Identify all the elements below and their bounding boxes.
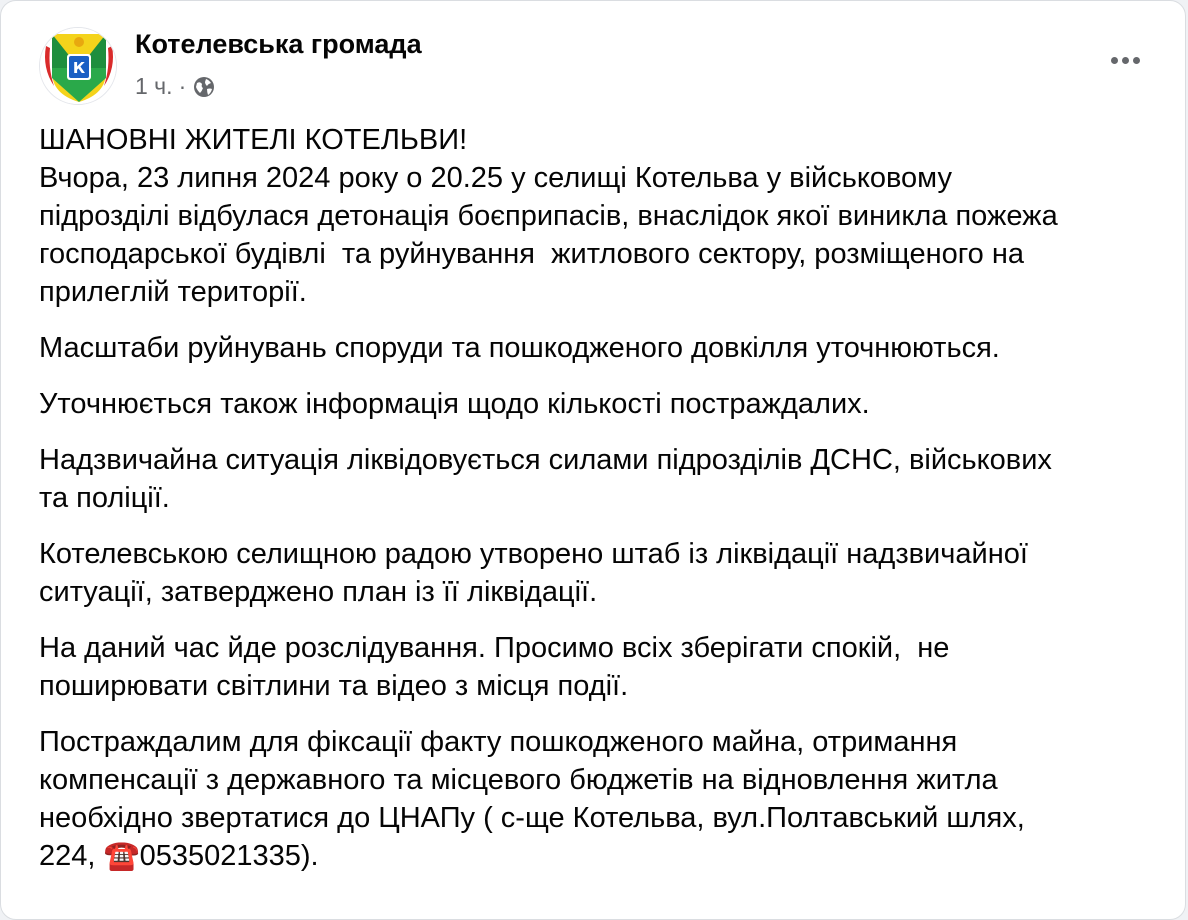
- post-timestamp[interactable]: 1 ч.: [135, 73, 173, 99]
- page-name-link[interactable]: Котелевська громада: [135, 29, 422, 59]
- post-paragraph: [39, 535, 1149, 611]
- post-paragraph: [39, 629, 1149, 705]
- globe-icon[interactable]: [192, 75, 216, 99]
- post-line: Котелевською селищною радою утворено штаб із ліквідації надзвичайної: [39, 538, 1028, 570]
- post-line: компенсації з державного та місцевого бюджетів на відновлення житла: [39, 764, 998, 796]
- post-paragraph: [39, 723, 1149, 875]
- post-paragraph: [39, 329, 1149, 367]
- post-line: Уточнюється також інформація щодо кількості постраждалих.: [39, 388, 870, 420]
- coat-of-arms-logo: [40, 28, 117, 105]
- post-paragraph: [39, 385, 1149, 423]
- post-meta: [135, 73, 216, 100]
- post-line: необхідно звертатися до ЦНАПу ( с-ще Котельва, вул.Полтавський шлях,: [39, 802, 1025, 834]
- post-line: господарської будівлі та руйнування житлового сектору, розміщеного на: [39, 238, 1024, 270]
- avatar-letter: К: [72, 59, 86, 77]
- more-dot: [1111, 57, 1118, 64]
- post-line: ШАНОВНІ ЖИТЕЛІ КОТЕЛЬВИ!: [39, 124, 468, 156]
- post-paragraph: [39, 121, 1149, 311]
- more-dot: [1122, 57, 1129, 64]
- post-line: ситуації, затверджено план із її ліквідації.: [39, 576, 598, 608]
- post-header: [39, 27, 1145, 107]
- post-line: Постраждалим для фіксації факту пошкодженого майна, отримання: [39, 726, 958, 758]
- more-dot: [1133, 57, 1140, 64]
- post-line: поширювати світлини та відео з місця події.: [39, 670, 629, 702]
- post-line: 224, ☎️0535021335).: [39, 840, 319, 872]
- post-line: Надзвичайна ситуація ліквідовується силами підрозділів ДСНС, військових: [39, 444, 1052, 476]
- post-line: та поліції.: [39, 482, 170, 514]
- post-line: На даний час йде розслідування. Просимо всіх зберігати спокій, не: [39, 632, 950, 664]
- post-line: прилеглій території.: [39, 276, 307, 308]
- post-line: підрозділі відбулася детонація боєприпасів, внаслідок якої виникла пожежа: [39, 200, 1058, 232]
- meta-separator: ·: [178, 73, 187, 99]
- more-options-icon[interactable]: [1105, 45, 1145, 75]
- post-paragraph: [39, 441, 1149, 517]
- post-text: [39, 121, 1149, 893]
- page-avatar[interactable]: [39, 27, 117, 105]
- post-line: Масштаби руйнувань споруди та пошкодженого довкілля уточнюються.: [39, 332, 1000, 364]
- post-line: Вчора, 23 липня 2024 року о 20.25 у селищі Котельва у військовому: [39, 162, 952, 194]
